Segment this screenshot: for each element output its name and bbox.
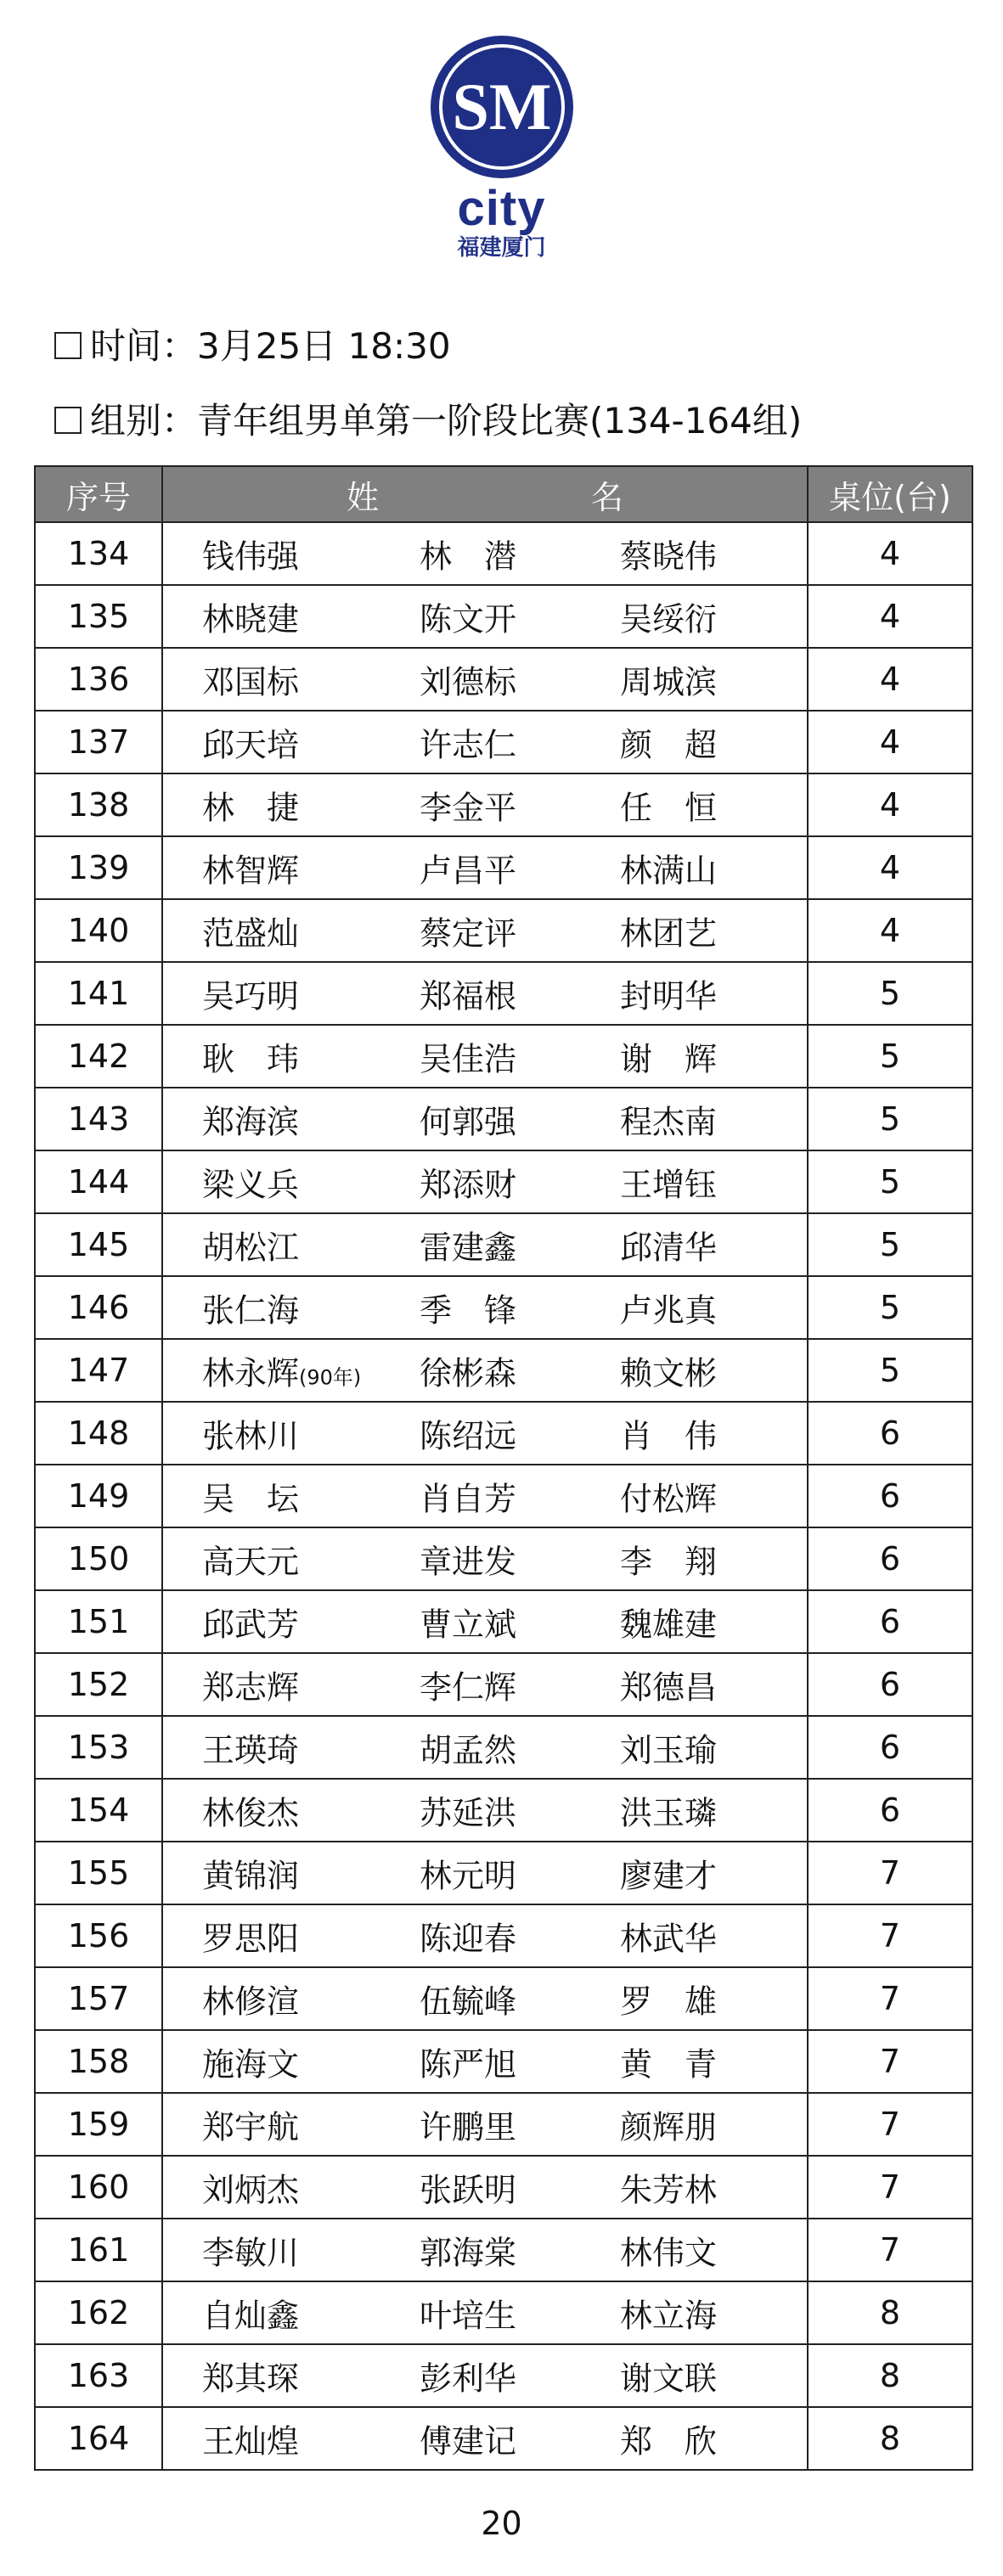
player-name-1-text: 张林川 [202, 1417, 300, 1455]
player-name-3: 廖建才 [620, 1857, 718, 1895]
cell-no: 145 [35, 1213, 162, 1276]
player-name-1-text: 耿 玮 [202, 1040, 300, 1078]
cell-names [162, 1967, 808, 2030]
cell-table-no: 5 [808, 1339, 972, 1402]
table-row [35, 836, 972, 899]
player-name-3: 林立海 [620, 2297, 718, 2335]
cell-no: 135 [35, 585, 162, 648]
player-name-1-text: 范盛灿 [202, 914, 300, 953]
player-name-1 [202, 531, 299, 577]
player-name-3: 罗 雄 [620, 1983, 718, 2021]
player-name-1-text: 王瑛琦 [202, 1731, 300, 1769]
player-name-1-text: 刘炳杰 [202, 2171, 300, 2209]
player-name-3: 程杰南 [620, 1103, 718, 1141]
table-row [35, 2219, 972, 2281]
player-name-1 [202, 1976, 299, 2022]
logo-brand-text: city [457, 181, 546, 236]
time-line [54, 323, 451, 370]
cell-names [162, 1590, 808, 1653]
cell-no: 164 [35, 2407, 162, 2470]
player-name-1-text: 吴巧明 [202, 977, 300, 1015]
cell-table-no: 8 [808, 2281, 972, 2344]
player-name-3: 林伟文 [620, 2234, 718, 2272]
table-row [35, 648, 972, 711]
sm-logo-mark [429, 34, 575, 180]
player-name-1-text: 王灿煌 [202, 2422, 300, 2461]
time-text: 时间：3月25日 18:30 [90, 325, 451, 367]
cell-table-no: 7 [808, 1842, 972, 1904]
cell-names [162, 1716, 808, 1779]
player-name-3: 任 恒 [620, 789, 718, 827]
cell-no: 159 [35, 2093, 162, 2156]
cell-table-no: 4 [808, 836, 972, 899]
cell-no: 148 [35, 1402, 162, 1465]
cell-names [162, 1276, 808, 1339]
player-name-2: 许志仁 [420, 726, 517, 764]
player-name-2: 郑添财 [420, 1166, 517, 1204]
player-name-1 [202, 2416, 299, 2462]
player-name-3: 周城滨 [620, 663, 718, 701]
player-name-2: 刘德标 [420, 663, 517, 701]
table-body [35, 522, 972, 2470]
cell-table-no: 4 [808, 899, 972, 962]
player-name-2: 傅建记 [420, 2422, 517, 2461]
cell-names [162, 2281, 808, 2344]
cell-names [162, 2030, 808, 2093]
cell-names [162, 899, 808, 962]
cell-names [162, 1339, 808, 1402]
player-name-2: 雷建鑫 [420, 1229, 517, 1267]
player-name-3: 黄 青 [620, 2045, 718, 2084]
player-name-1-text: 林 捷 [202, 789, 300, 827]
cell-no: 146 [35, 1276, 162, 1339]
player-name-2: 蔡定评 [420, 914, 517, 953]
cell-table-no: 7 [808, 2093, 972, 2156]
player-name-2: 林 潜 [420, 537, 517, 576]
player-name-2: 伍毓峰 [420, 1983, 517, 2021]
cell-no: 157 [35, 1967, 162, 2030]
cell-no: 141 [35, 962, 162, 1025]
player-name-1 [202, 2039, 299, 2085]
player-name-2: 何郭强 [420, 1103, 517, 1141]
cell-table-no: 6 [808, 1653, 972, 1716]
cell-no: 139 [35, 836, 162, 899]
player-name-1 [202, 1536, 299, 1583]
player-name-1-text: 邓国标 [202, 663, 300, 701]
table-row [35, 1590, 972, 1653]
sm-logo-letters: SM [452, 70, 551, 143]
header-name-left: 姓 [346, 478, 379, 516]
page-number: 20 [481, 2505, 522, 2542]
player-name-2: 章进发 [420, 1543, 517, 1581]
logo-location-text: 福建厦门 [457, 235, 546, 261]
cell-no: 150 [35, 1527, 162, 1590]
player-name-1-text: 钱伟强 [202, 537, 300, 576]
checkbox-icon [54, 407, 82, 434]
cell-no: 136 [35, 648, 162, 711]
cell-no: 155 [35, 1842, 162, 1904]
header-no: 序号 [35, 466, 162, 522]
cell-names [162, 2219, 808, 2281]
cell-names [162, 1213, 808, 1276]
table-row [35, 1842, 972, 1904]
player-name-1 [202, 1724, 299, 1771]
player-name-1 [202, 970, 299, 1017]
player-name-3: 赖文彬 [620, 1354, 718, 1392]
cell-no: 160 [35, 2156, 162, 2219]
cell-table-no: 4 [808, 522, 972, 585]
cell-names [162, 2407, 808, 2470]
player-name-2: 胡孟然 [420, 1731, 517, 1769]
player-name-3: 谢文联 [620, 2359, 718, 2398]
table-row [35, 899, 972, 962]
header-names [162, 466, 808, 522]
cell-table-no: 7 [808, 2156, 972, 2219]
table-row [35, 711, 972, 773]
table-row [35, 773, 972, 836]
header-name-right: 名 [591, 478, 624, 516]
player-name-3: 朱芳林 [620, 2171, 718, 2209]
cell-table-no: 7 [808, 2030, 972, 2093]
cell-no: 154 [35, 1779, 162, 1842]
cell-names [162, 2344, 808, 2407]
player-name-1-text: 高天元 [202, 1543, 300, 1581]
player-name-2: 吴佳浩 [420, 1040, 517, 1078]
cell-table-no: 5 [808, 962, 972, 1025]
cell-names [162, 1842, 808, 1904]
cell-names [162, 836, 808, 899]
player-name-1-text: 郑志辉 [202, 1668, 300, 1707]
cell-no: 147 [35, 1339, 162, 1402]
cell-names [162, 1653, 808, 1716]
player-name-1-text: 林永辉 [202, 1354, 300, 1392]
cell-table-no: 8 [808, 2344, 972, 2407]
cell-table-no: 5 [808, 1150, 972, 1213]
cell-no: 138 [35, 773, 162, 836]
cell-names [162, 1025, 808, 1088]
player-name-1 [202, 1033, 299, 1080]
player-name-2: 陈绍远 [420, 1417, 517, 1455]
cell-names [162, 1527, 808, 1590]
cell-no: 134 [35, 522, 162, 585]
player-name-1 [202, 1096, 299, 1143]
player-name-1-text: 林智辉 [202, 852, 300, 890]
player-name-3: 谢 辉 [620, 1040, 718, 1078]
table-row [35, 1904, 972, 1967]
player-name-3: 封明华 [620, 977, 718, 1015]
cell-table-no: 6 [808, 1465, 972, 1527]
player-name-3: 颜辉朋 [620, 2108, 718, 2146]
player-name-2: 林元明 [420, 1857, 517, 1895]
player-name-2: 彭利华 [420, 2359, 517, 2398]
cell-no: 149 [35, 1465, 162, 1527]
player-name-1-text: 黄锦润 [202, 1857, 300, 1895]
player-name-1 [202, 2227, 299, 2274]
table-row [35, 1465, 972, 1527]
cell-names [162, 1088, 808, 1150]
player-name-2: 郭海棠 [420, 2234, 517, 2272]
player-name-3: 吴绥衍 [620, 600, 718, 638]
cell-no: 153 [35, 1716, 162, 1779]
cell-names [162, 648, 808, 711]
player-name-1 [202, 656, 299, 703]
cell-names [162, 1150, 808, 1213]
player-name-3: 林满山 [620, 852, 718, 890]
player-name-1-text: 林晓建 [202, 600, 300, 638]
player-name-3: 刘玉瑜 [620, 1731, 718, 1769]
table-row [35, 1339, 972, 1402]
table-row [35, 522, 972, 585]
table-row [35, 1527, 972, 1590]
cell-no: 144 [35, 1150, 162, 1213]
player-name-3: 林武华 [620, 1920, 718, 1958]
cell-no: 142 [35, 1025, 162, 1088]
player-name-1 [202, 1159, 299, 1206]
cell-no: 151 [35, 1590, 162, 1653]
table-row [35, 1150, 972, 1213]
player-name-3: 魏雄建 [620, 1606, 718, 1644]
table-row [35, 1716, 972, 1779]
player-name-3: 肖 伟 [620, 1417, 718, 1455]
cell-table-no: 5 [808, 1213, 972, 1276]
player-name-1-text: 邱天培 [202, 726, 300, 764]
cell-names [162, 1402, 808, 1465]
player-name-1 [202, 1599, 299, 1645]
cell-table-no: 7 [808, 1904, 972, 1967]
cell-names [162, 1465, 808, 1527]
cell-names [162, 522, 808, 585]
player-name-1-text: 梁义兵 [202, 1166, 300, 1204]
player-name-3: 郑德昌 [620, 1668, 718, 1707]
player-name-1-text: 林修渲 [202, 1983, 300, 2021]
cell-no: 156 [35, 1904, 162, 1967]
cell-names [162, 2156, 808, 2219]
player-name-1 [202, 782, 299, 829]
player-name-2: 卢昌平 [420, 852, 517, 890]
player-name-1 [202, 1662, 299, 1708]
player-name-2: 郑福根 [420, 977, 517, 1015]
cell-table-no: 5 [808, 1088, 972, 1150]
player-name-3: 林团艺 [620, 914, 718, 953]
player-name-2: 李金平 [420, 789, 517, 827]
table-header-row [35, 466, 972, 522]
cell-table-no: 4 [808, 648, 972, 711]
table-row [35, 2407, 972, 2470]
player-name-3: 卢兆真 [620, 1291, 718, 1330]
player-name-1 [202, 1850, 299, 1897]
cell-names [162, 1779, 808, 1842]
player-name-2: 张跃明 [420, 2171, 517, 2209]
player-name-1 [202, 1787, 299, 1834]
cell-table-no: 7 [808, 1967, 972, 2030]
player-name-1 [202, 908, 299, 954]
player-name-1-text: 林俊杰 [202, 1794, 300, 1832]
player-name-2: 许鹏里 [420, 2108, 517, 2146]
player-name-1 [202, 719, 299, 766]
cell-names [162, 711, 808, 773]
player-name-3: 颜 超 [620, 726, 718, 764]
player-name-3: 郑 欣 [620, 2422, 718, 2461]
cell-table-no: 6 [808, 1402, 972, 1465]
player-name-1 [202, 2353, 299, 2399]
cell-table-no: 4 [808, 711, 972, 773]
player-name-1 [202, 2290, 299, 2337]
player-name-2: 季 锋 [420, 1291, 517, 1330]
player-name-2: 徐彬森 [420, 1354, 517, 1392]
cell-no: 140 [35, 899, 162, 962]
table-row [35, 1402, 972, 1465]
player-name-2: 李仁辉 [420, 1668, 517, 1707]
cell-names [162, 2093, 808, 2156]
cell-table-no: 5 [808, 1276, 972, 1339]
cell-table-no: 4 [808, 585, 972, 648]
header-table: 桌位(台) [808, 466, 972, 522]
cell-table-no: 6 [808, 1716, 972, 1779]
table-row [35, 1653, 972, 1716]
player-name-3: 李 翔 [620, 1543, 718, 1581]
player-name-2: 肖自芳 [420, 1480, 517, 1518]
table-row [35, 2281, 972, 2344]
player-name-1 [202, 1222, 299, 1268]
player-name-2: 曹立斌 [420, 1606, 517, 1644]
table-row [35, 1276, 972, 1339]
player-name-1 [202, 1913, 299, 1960]
player-name-1 [202, 845, 299, 891]
table-row [35, 1213, 972, 1276]
cell-table-no: 6 [808, 1590, 972, 1653]
player-name-1 [202, 1285, 299, 1331]
player-name-1-text: 邱武芳 [202, 1606, 300, 1644]
checkbox-icon [54, 332, 82, 359]
player-name-1-text: 张仁海 [202, 1291, 300, 1330]
player-name-1 [202, 1473, 299, 1520]
player-name-2: 苏延洪 [420, 1794, 517, 1832]
cell-table-no: 8 [808, 2407, 972, 2470]
cell-table-no: 4 [808, 773, 972, 836]
group-text: 组别：青年组男单第一阶段比赛(134-164组) [90, 400, 803, 442]
cell-table-no: 7 [808, 2219, 972, 2281]
player-name-1-text: 李敏川 [202, 2234, 300, 2272]
player-name-3: 邱清华 [620, 1229, 718, 1267]
player-name-1 [202, 593, 299, 640]
table-row [35, 962, 972, 1025]
player-name-2: 陈严旭 [420, 2045, 517, 2084]
player-name-1 [202, 2101, 299, 2148]
roster-table [34, 465, 973, 2471]
cell-no: 137 [35, 711, 162, 773]
table-row [35, 1025, 972, 1088]
cell-table-no: 6 [808, 1527, 972, 1590]
cell-no: 163 [35, 2344, 162, 2407]
player-name-2: 叶培生 [420, 2297, 517, 2335]
cell-no: 162 [35, 2281, 162, 2344]
cell-names [162, 585, 808, 648]
player-name-1-text: 郑海滨 [202, 1103, 300, 1141]
player-name-1-text: 罗思阳 [202, 1920, 300, 1958]
player-name-3: 洪玉璘 [620, 1794, 718, 1832]
table-row [35, 585, 972, 648]
player-name-1-text: 郑其琛 [202, 2359, 300, 2398]
sm-city-logo [0, 34, 1003, 262]
cell-no: 161 [35, 2219, 162, 2281]
player-name-3: 蔡晓伟 [620, 537, 718, 576]
player-name-1-text: 自灿鑫 [202, 2297, 300, 2335]
table-row [35, 2156, 972, 2219]
player-name-1-text: 施海文 [202, 2045, 300, 2084]
player-name-note: (90年) [299, 1365, 362, 1390]
group-line [54, 397, 802, 445]
cell-no: 143 [35, 1088, 162, 1150]
player-name-1 [202, 1347, 361, 1394]
cell-names [162, 1904, 808, 1967]
table-row [35, 1967, 972, 2030]
table-row [35, 1088, 972, 1150]
cell-table-no: 6 [808, 1779, 972, 1842]
player-name-1 [202, 1410, 299, 1457]
player-name-2: 陈文开 [420, 600, 517, 638]
cell-names [162, 773, 808, 836]
player-name-2: 陈迎春 [420, 1920, 517, 1958]
cell-names [162, 962, 808, 1025]
table-row [35, 2344, 972, 2407]
player-name-3: 王增钰 [620, 1166, 718, 1204]
player-name-1 [202, 2164, 299, 2211]
player-name-3: 付松辉 [620, 1480, 718, 1518]
table-row [35, 1779, 972, 1842]
table-row [35, 2030, 972, 2093]
player-name-1-text: 郑宇航 [202, 2108, 300, 2146]
table-row [35, 2093, 972, 2156]
cell-no: 158 [35, 2030, 162, 2093]
player-name-1-text: 胡松江 [202, 1229, 300, 1267]
cell-no: 152 [35, 1653, 162, 1716]
player-name-1-text: 吴 坛 [202, 1480, 300, 1518]
cell-table-no: 5 [808, 1025, 972, 1088]
